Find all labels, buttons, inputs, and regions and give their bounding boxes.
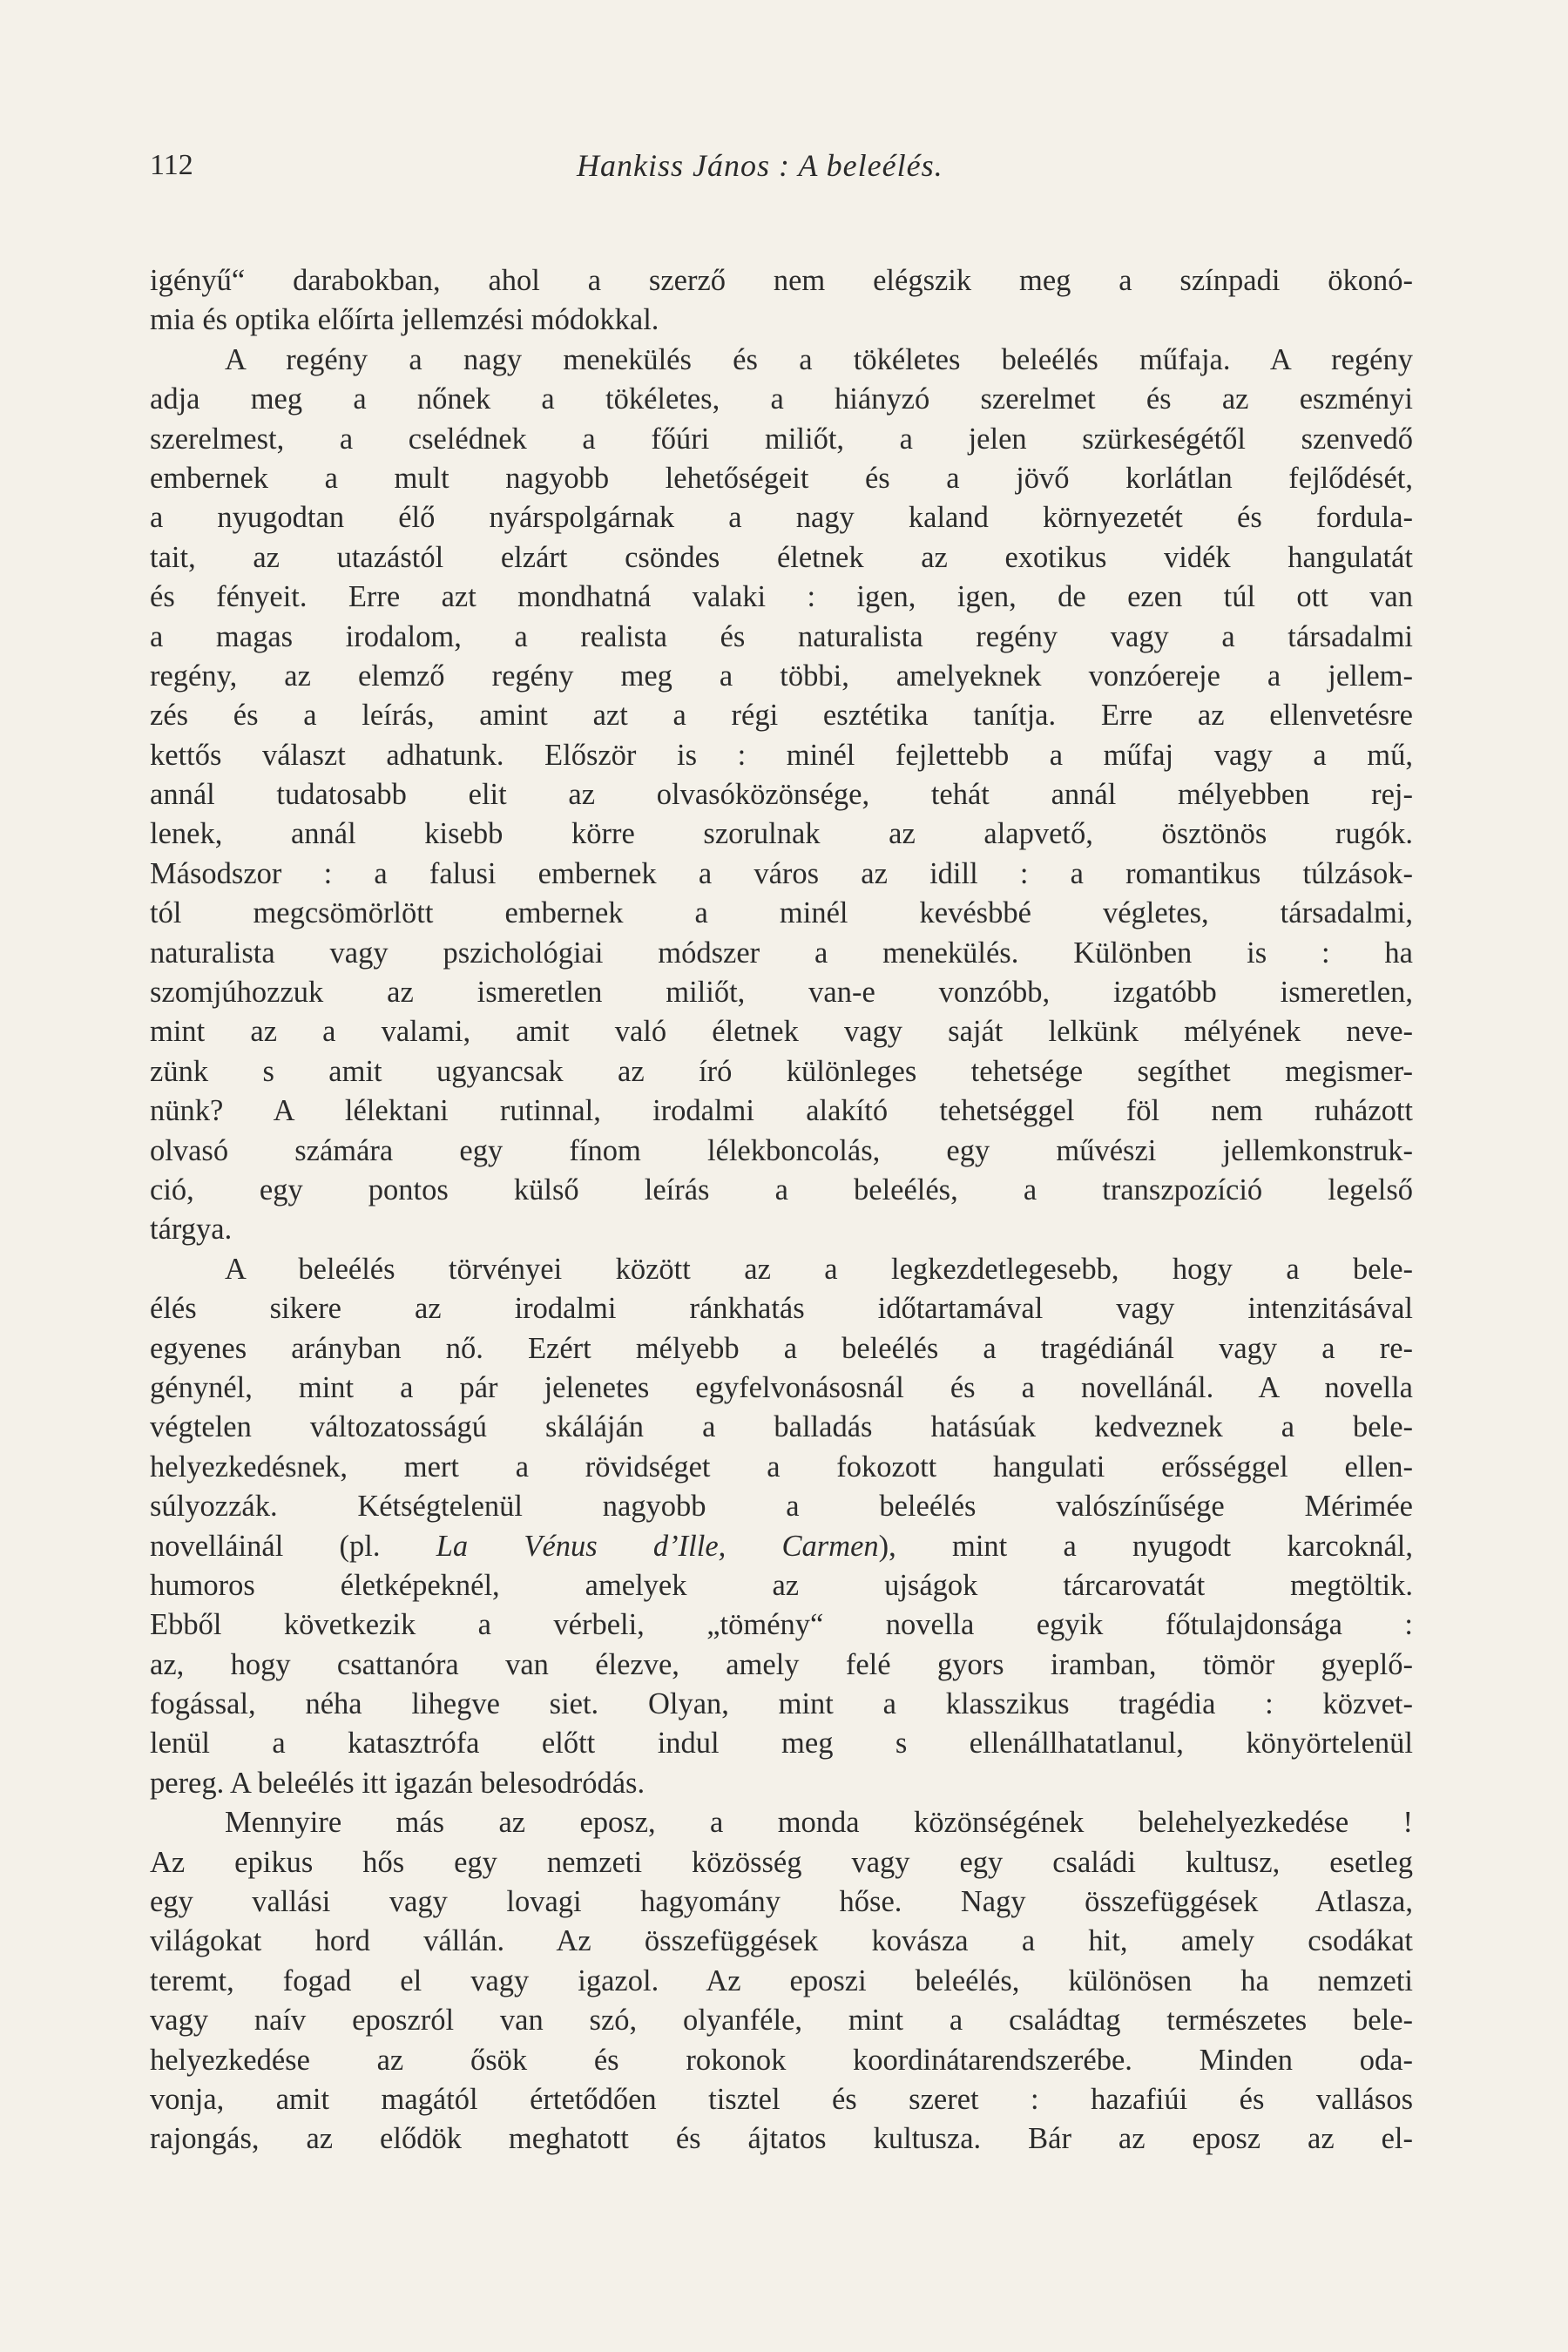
text-line: A beleélés törvényei között az a legkezdetlegesebb, hogy a bele- <box>225 1252 1413 1286</box>
text-line: génynél, mint a pár jelenetes egyfelvonásosnál és a novellánál. A novella <box>150 1370 1413 1404</box>
text-line: A regény a nagy menekülés és a tökéletes beleélés műfaja. A regény <box>225 342 1413 376</box>
text-line: adja meg a nőnek a tökéletes, a hiányzó szerelmet és az eszményi <box>150 382 1413 416</box>
text-line: ció, egy pontos külső leírás a beleélés, a transzpozíció legelső <box>150 1173 1413 1206</box>
text-line: fogással, néha lihegve siet. Olyan, mint a klasszikus tragédia : közvet- <box>150 1687 1413 1721</box>
text-line: novelláinál (pl. La Vénus d’Ille, Carmen), mint a nyugodt karcoknál, <box>150 1529 1413 1563</box>
text-line: helyezkedésnek, mert a rövidséget a fokozott hangulati erősséggel ellen- <box>150 1450 1413 1484</box>
text-line: rajongás, az elődök meghatott és ájtatos kultusza. Bár az eposz az el- <box>150 2122 1413 2156</box>
text-line: Mennyire más az eposz, a monda közönségének belehelyezkedése ! <box>225 1806 1413 1840</box>
text-line: szomjúhozzuk az ismeretlen miliőt, van-e vonzóbb, izgatóbb ismeretlen, <box>150 976 1413 1010</box>
text-line: mint az a valami, amit való életnek vagy saját lelkünk mélyének neve- <box>150 1015 1413 1049</box>
text-line: humoros életképeknél, amelyek az ujságok tárcarovatát megtöltik. <box>150 1568 1413 1602</box>
text-line: pereg. A beleélés itt igazán belesodródás. <box>150 1766 645 1800</box>
text-line: egyenes arányban nő. Ezért mélyebb a beleélés a tragédiánál vagy a re- <box>150 1331 1413 1365</box>
text-line: és fényeit. Erre azt mondhatná valaki : igen, igen, de ezen túl ott van <box>150 580 1413 614</box>
text-line: tárgya. <box>150 1213 233 1247</box>
text-line: tait, az utazástól elzárt csöndes életnek az exotikus vidék hangulatát <box>150 540 1413 574</box>
text-line: a magas irodalom, a realista és naturalista regény vagy a társadalmi <box>150 619 1413 653</box>
text-line: egy vallási vagy lovagi hagyomány hőse. Nagy összefüggések Atlasza, <box>150 1885 1413 1919</box>
text-line: szerelmest, a cselédnek a főúri miliőt, a jelen szürkeségétől szenvedő <box>150 422 1413 456</box>
page-number: 112 <box>150 149 193 181</box>
text-line: vonja, amit magától értetődően tisztel és szeret : hazafiúi és vallásos <box>150 2082 1413 2116</box>
running-head <box>150 146 1413 185</box>
text-line: Ebből következik a vérbeli, „tömény“ novella egyik főtulajdonsága : <box>150 1608 1413 1642</box>
text-line: mia és optika előírta jellemzési módokkal. <box>150 303 659 337</box>
text-line: regény, az elemző regény meg a többi, amelyeknek vonzóereje a jellem- <box>150 659 1413 693</box>
text-line: helyezkedése az ősök és rokonok koordinátarendszerébe. Minden oda- <box>150 2043 1413 2077</box>
text-line: élés sikere az irodalmi ránkhatás időtartamával vagy intenzitásával <box>150 1292 1413 1326</box>
text-line: lenek, annál kisebb körre szorulnak az alapvető, ösztönös rugók. <box>150 817 1413 851</box>
text-line: teremt, fogad el vagy igazol. Az eposzi beleélés, különösen ha nemzeti <box>150 1963 1413 1997</box>
text-line: zés és a leírás, amint azt a régi esztétika tanítja. Erre az ellenvetésre <box>150 699 1413 733</box>
work-title: La Vénus d’Ille, Carmen <box>436 1529 879 1563</box>
text-line: naturalista vagy pszichológiai módszer a menekülés. Különben is : ha <box>150 936 1413 970</box>
text-line: vagy naív eposzról van szó, olyanféle, mint a családtag természetes bele- <box>150 2004 1413 2038</box>
text-line: embernek a mult nagyobb lehetőségeit és a jövő korlátlan fejlődését, <box>150 461 1413 495</box>
text-line: súlyozzák. Kétségtelenül nagyobb a beleélés valószínűsége Mérimée <box>150 1490 1413 1524</box>
running-title: Hankiss János : A beleélés. <box>577 148 943 183</box>
text-line: Másodszor : a falusi embernek a város az idill : a romantikus túlzások- <box>150 856 1413 890</box>
text-line: lenül a katasztrófa előtt indul meg s ellenállhatatlanul, könyörtelenül <box>150 1727 1413 1761</box>
text-line: olvasó számára egy fínom lélekboncolás, egy művészi jellemkonstruk- <box>150 1133 1413 1167</box>
text-line: az, hogy csattanóra van élezve, amely felé gyors iramban, tömör gyeplő- <box>150 1647 1413 1681</box>
text-line: végtelen változatosságú skáláján a balladás hatásúak kedveznek a bele- <box>150 1410 1413 1444</box>
text-line: annál tudatosabb elit az olvasóközönsége, tehát annál mélyebben rej- <box>150 778 1413 812</box>
text-line: igényű“ darabokban, ahol a szerző nem elégszik meg a színpadi ökonó- <box>150 264 1413 297</box>
text-line: nünk? A lélektani rutinnal, irodalmi alakító tehetséggel föl nem ruházott <box>150 1094 1413 1128</box>
text-line: zünk s amit ugyancsak az író különleges tehetsége segíthet megismer- <box>150 1054 1413 1088</box>
text-line: kettős választ adhatunk. Először is : minél fejlettebb a műfaj vagy a mű, <box>150 738 1413 772</box>
text-line: világokat hord vállán. Az összefüggések kovásza a hit, amely csodákat <box>150 1924 1413 1958</box>
text-line: Az epikus hős egy nemzeti közösség vagy egy családi kultusz, esetleg <box>150 1845 1413 1879</box>
text-line: a nyugodtan élő nyárspolgárnak a nagy kaland környezetét és fordula- <box>150 501 1413 535</box>
text-line: tól megcsömörlött embernek a minél kevésbbé végletes, társadalmi, <box>150 896 1413 930</box>
body-text <box>150 261 1413 2159</box>
